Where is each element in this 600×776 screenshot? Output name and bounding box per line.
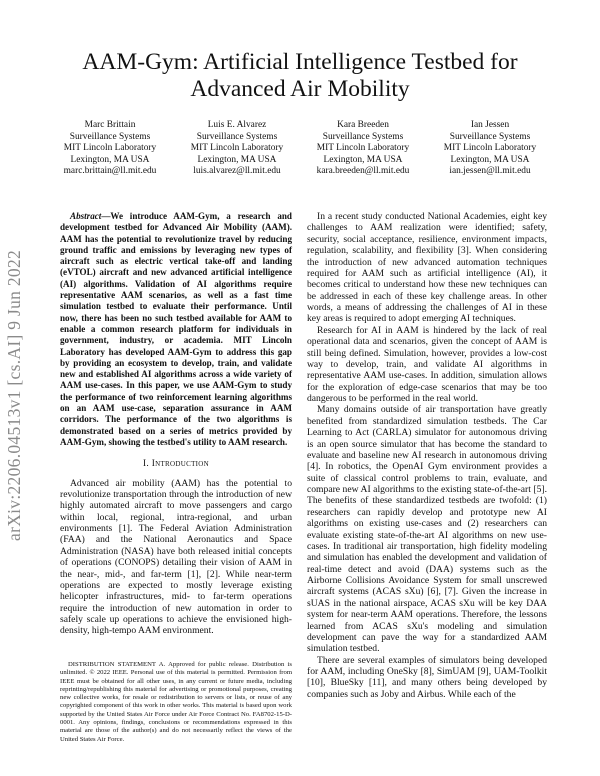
author-name: Kara Breeden — [337, 120, 389, 130]
footnote — [60, 661, 292, 744]
author-1 — [40, 120, 180, 178]
author-4 — [420, 120, 560, 178]
paper-title: AAM-Gym: Artificial Intelligence Testbed for Advanced Air Mobility — [82, 49, 518, 102]
intro-paragraph: Advanced air mobility (AAM) has the potential to revolutionize transportation through the introduction of new highly automated aircraft to move passengers and cargo within local, regional, intra-regional, and urban environments [1]. The Federal Aviation Administration (FAA) and the National Aeronautics and Space Administration (NASA) have both released initial concepts of operations (CONOPS) detailing their vision of AAM in the near-, mid-, and far-term [1], [2]. While near-term operations are expected to mostly leverage existing helicopter infrastructures, mid- to far-term operations require the introduction of new automation in order to safely scale up operations to achieve the envisioned high-density, high-tempo AAM environment. — [60, 477, 292, 637]
abstract-text: —We introduce AAM-Gym, a research and development testbed for Advanced Air Mobility (AAM). AAM has the potential to revolutionize travel by reducing ground traffic and emissions by leveraging new types of aircraft such as electric vertical take-off and landing (eVTOL) aircraft and new advanced artificial intelligence (AI) algorithms. Validation of AI algorithms require representative AAM scenarios, as well as a fast time simulation testbed to evaluate their performance. Until now, there has been no such testbed available for AAM to enable a common research platform for individuals in government, industry, or academia. MIT Lincoln Laboratory has developed AAM-Gym to address this gap by providing an ecosystem to develop, train, and validate new and established AI algorithms across a wide variety of AAM use-cases. In this paper, we use AAM-Gym to study the performance of two reinforcement learning algorithms on an AAM use-case, separation assurance in AAM corridors. The performance of the two algorithms is demonstrated based on a series of metrics provided by AAM-Gym, showing the testbed's utility to AAM research. — [60, 211, 292, 447]
body-paragraph: Many domains outside of air transportation have greatly benefited from standardized simulation testbeds. The Car Learning to Act (CARLA) simulator for autonomous driving is an open source simulator that has become the standard to evaluate and baseline new AI research in autonomous driving [4]. In robotics, the OpenAI Gym environment provides a suite of classical control problems to train, evaluate, and compare new AI algorithms to the existing state-of-the-art [5]. The benefits of these standardized testbeds are twofold: (1) researchers can rapidly develop and prototype new AI algorithms on existing use-cases and (2) researchers can evaluate existing state-of-the-art AI algorithms on new use-cases. In traditional air transportation, high fidelity modeling and simulation has enabled the development and validation of real-time detect and avoid (DAA) systems such as the Airborne Collisions Avoidance System for small unscrewed aircraft systems (ACAS sXu) [6], [7]. Given the increase in sUAS in the national airspace, ACAS sXu will be key DAA system for near-term AAM operations. Therefore, the lessons learned from ACAS sXu's modeling and simulation development can pave the way for a standardized AAM simulation testbed. — [307, 404, 547, 655]
left-column — [60, 211, 292, 637]
author-name: Marc Brittain — [84, 120, 136, 130]
author-dept: Surveillance Systems — [322, 131, 404, 142]
section-heading-introduction: I. Introduction — [143, 459, 209, 470]
author-name: Luis E. Alvarez — [207, 120, 267, 130]
arxiv-identifier: arXiv:2206.04513v1 [cs.AI] 9 Jun 2022 — [4, 249, 24, 541]
author-location: Lexington, MA USA — [450, 154, 530, 165]
author-dept: Surveillance Systems — [449, 131, 531, 142]
right-column — [307, 211, 547, 700]
author-3 — [293, 120, 433, 178]
distribution-statement: DISTRIBUTION STATEMENT A. Approved for public release. Distribution is unlimited. © 2022 IEEE. Personal use of this material is permitted. Permission from IEEE must be obtained for all other uses, in any current or future media, including reprinting/republishing this material for advertising or promotional purposes, creating new collective works, for resale or redistribution to servers or lists, or reuse of any copyrighted component of this work in other works. This material is based upon work supported by the United States Air Force under Air Force Contract No. FA8702-15-D-0001. Any opinions, findings, conclusions or recommendations expressed in this material are those of the author(s) and do not necessarily reflect the views of the United States Air Force. — [60, 661, 292, 743]
body-paragraph: In a recent study conducted National Academies, eight key challenges to AAM realization were identified; safety, security, social acceptance, resilience, environment impacts, regulation, scalability, and flexibility [3]. When considering the introduction of new advanced automation techniques required for AAM such as artificial intelligence (AI), it becomes critical to understand how these new techniques can be addressed in each of these key challenge areas. In other words, a means of addressing the challenges of AI in these key areas is required to adopt emerging AI techniques. — [307, 211, 547, 325]
author-email: marc.brittain@ll.mit.edu — [63, 166, 157, 177]
author-2 — [167, 120, 307, 178]
author-org: MIT Lincoln Laboratory — [63, 143, 157, 154]
author-location: Lexington, MA USA — [323, 154, 403, 165]
abstract-label: Abstract — [70, 211, 102, 221]
author-email: ian.jessen@ll.mit.edu — [449, 166, 531, 177]
author-email: luis.alvarez@ll.mit.edu — [193, 166, 281, 177]
abstract — [60, 211, 292, 448]
author-email: kara.breeden@ll.mit.edu — [316, 166, 410, 177]
author-org: MIT Lincoln Laboratory — [443, 143, 537, 154]
author-dept: Surveillance Systems — [69, 131, 151, 142]
author-location: Lexington, MA USA — [70, 154, 150, 165]
body-paragraph: There are several examples of simulators being developed for AAM, including OneSky [8], SimUAM [9], UAM-Toolkit [10], BlueSky [11], and many others being developed by companies such as Joby and Airbus. While each of the — [307, 654, 547, 700]
author-dept: Surveillance Systems — [196, 131, 278, 142]
body-paragraph: Research for AI in AAM is hindered by the lack of real operational data and scenarios, given the concept of AAM is still being defined. Simulation, however, provides a low-cost way to develop, train, and validate AI algorithms in representative AAM use-cases. In addition, simulation allows for the exploration of edge-case scenarios that may be too dangerous to be performed in the real world. — [307, 324, 547, 404]
author-org: MIT Lincoln Laboratory — [190, 143, 284, 154]
author-location: Lexington, MA USA — [197, 154, 277, 165]
author-org: MIT Lincoln Laboratory — [316, 143, 410, 154]
author-name: Ian Jessen — [470, 120, 510, 130]
